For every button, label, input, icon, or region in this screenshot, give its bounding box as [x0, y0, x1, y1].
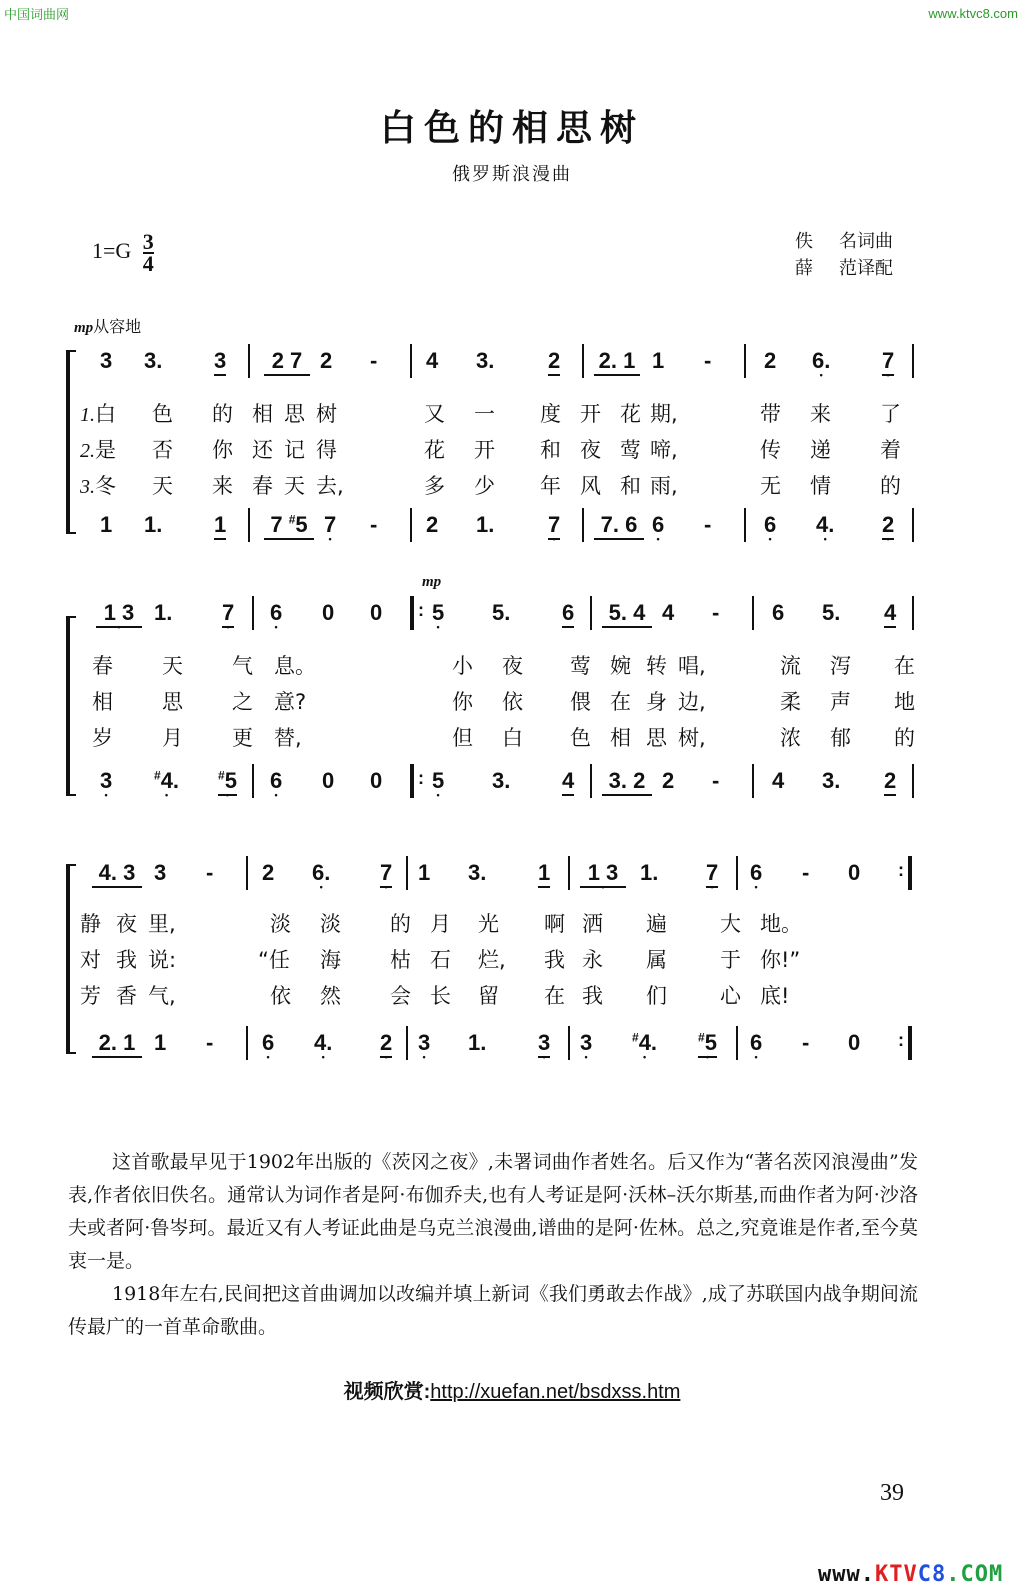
credits [795, 228, 893, 282]
notes-paragraph-2: 1918年左右,民间把这首曲调加以改编并填上新词《我们勇敢去作战》,成了苏联国内战争期间流传最广的一首革命歌曲。 [68, 1283, 918, 1338]
system-bracket [66, 616, 76, 796]
credit-1b: 名词曲 [839, 231, 893, 252]
tempo-text: 从容地 [93, 317, 142, 336]
watermark-left: 中国词曲网 [4, 8, 70, 23]
score-system-2: 1 3 • 1. 7 • 6 • 0 0 : 5 • 5. 6 5. 4 4 - 6 5. 4 春 天 气 息。 小 夜 莺 婉 转 唱, 流 泻 在 相 思 之 意? 你 依 偎 在 身 边, 柔 声 地 岁 月 更 替, 但 白 色 相 思 树, 浓 郁 的 3 • #4. • #5 • 6 • 0 0 : 5 • 3. 4 3. 2 2 - 4 3. 2 [66, 596, 936, 796]
brand-part-1: www. [818, 1562, 875, 1587]
credit-2b: 范译配 [839, 258, 893, 279]
tempo-marking [74, 314, 141, 337]
page-number: 39 [880, 1480, 904, 1506]
brand-logo[interactable] [818, 1562, 1003, 1587]
time-bottom: 4 [142, 251, 154, 276]
video-link-line [0, 1375, 1024, 1404]
song-title: 白色的相思树 [379, 107, 644, 149]
watermark-right[interactable]: www.ktvc8.com [928, 6, 1018, 21]
key-label: 1=G [92, 238, 132, 264]
video-label: 视频欣赏: [343, 1381, 431, 1403]
credit-1a: 佚 [795, 231, 813, 252]
dynamic-mp-2: mp [422, 574, 442, 590]
video-url-link[interactable]: http://xuefan.net/bsdxss.htm [430, 1381, 681, 1403]
brand-part-2: KTV [874, 1562, 918, 1587]
brand-part-3: C8 [917, 1562, 947, 1587]
system-bracket [66, 864, 76, 1054]
time-top: 3 [142, 229, 154, 254]
key-signature [92, 229, 154, 276]
credit-2a: 薛 [795, 258, 813, 279]
dynamic-mp: mp [74, 320, 94, 336]
brand-part-4: .COM [946, 1562, 1004, 1587]
score-system-1: 3 3. 3 2 7 2 - 4 3. 2 2. 1 1 - 2 6. • 7 • 1.白 色 的 相 思 树 又 一 度 开 花 期, 带 来 了 2.是 否 你 还 记 得 花 开 和 夜 莺 啼, 传 递 着 3.冬 天 来 春 天 去, 多 少 年 风 和 雨, 无 情 的 1 1. 1 7 #5 7 • - 2 1. 7 • 7. 6 6 • - 6 • 4. • 2 • [66, 340, 936, 540]
notes-paragraph-1: 这首歌最早见于1902年出版的《茨冈之夜》,未署词曲作者姓名。后又作为“著名茨冈浪漫曲”发表,作者依旧佚名。通常认为词作者是阿·布伽乔夫,也有人考证是阿·沃林–沃尔斯基,而曲作者为阿·沙洛夫或者阿·鲁岑珂。最近又有人考证此曲是乌克兰浪漫曲,谱曲的是阿·佐林。总之,究竟谁是作者,至今莫衷一是。 [68, 1151, 918, 1272]
time-signature [142, 229, 154, 276]
song-subtitle: 俄罗斯浪漫曲 [452, 164, 572, 185]
system-bracket [66, 350, 76, 534]
score-system-3: 4. 3 3 - 2 6. • 7 • 1 3. 1 1 3 • 1. 7 • 6 • - 0 : 静 夜 里, 淡 淡 的 月 光 啊 洒 遍 大 地。 对 我 说: “任 海 枯 石 烂, 我 永 属 于 你!” 芳 香 气, 依 然 会 长 留 在 我 们 心 底! 2. 1 1 - 6 • 4. • 2 • 3 • 1. 3 • 3 • #4. • #5 • 6 • - 0 : [66, 856, 936, 1056]
